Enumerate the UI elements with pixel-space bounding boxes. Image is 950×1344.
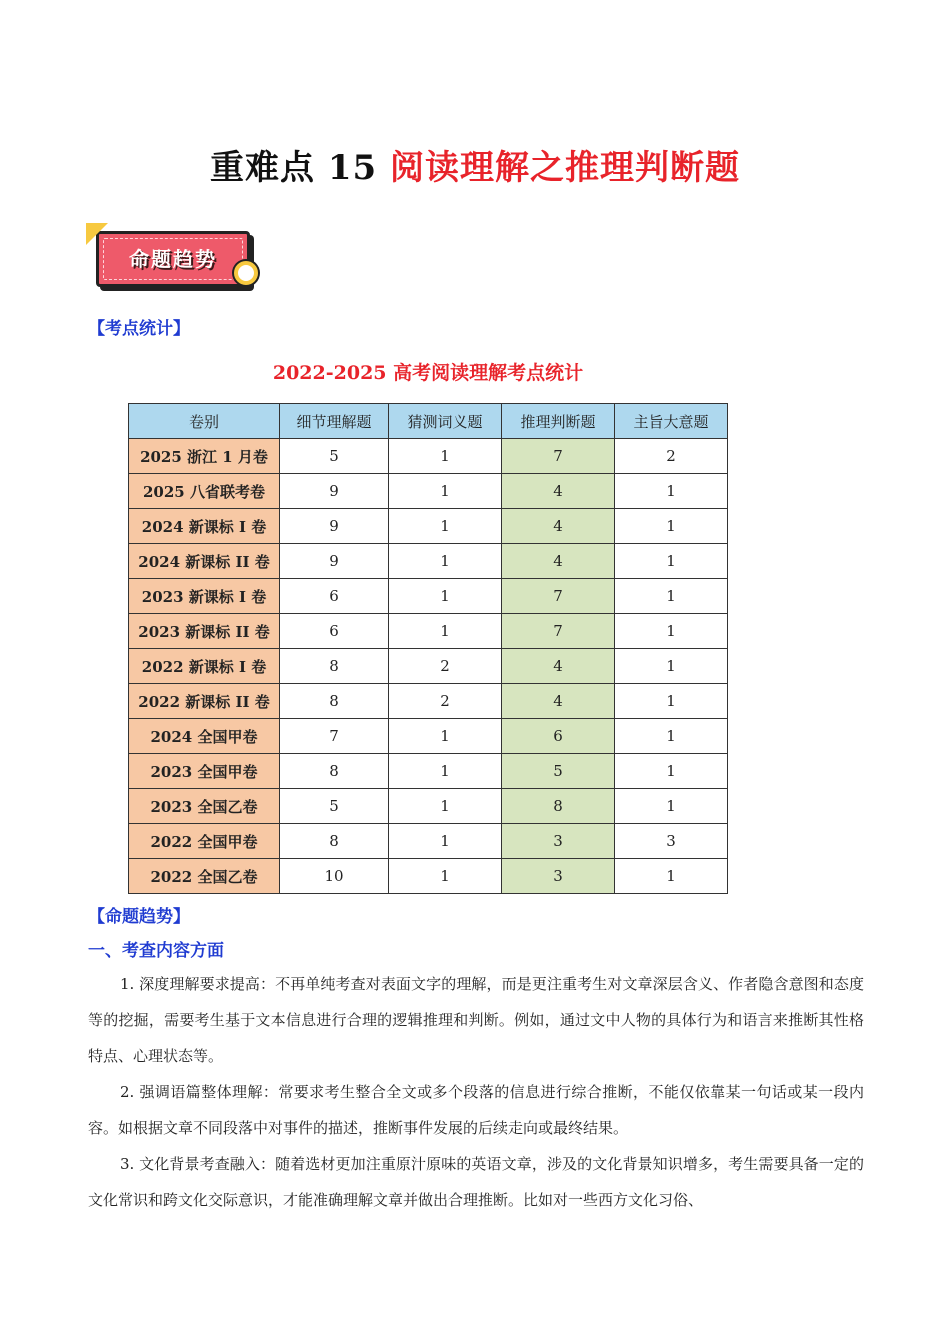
count-cell: 2 [389,684,502,719]
count-cell: 1 [615,719,728,754]
paragraph: 2. 强调语篇整体理解：常要求考生整合全文或多个段落的信息进行综合推断，不能仅依靠某一句话或某一段内容。如根据文章不同段落中对事件的描述，推断事件发展的后续走向或最终结果。 [88,1083,864,1137]
count-cell: 4 [502,544,615,579]
paper-cell: 2024 新课标 I 卷 [129,509,280,544]
count-cell: 7 [502,614,615,649]
count-cell: 2 [389,649,502,684]
stats-table [128,403,728,894]
paper-cell: 2022 新课标 II 卷 [129,684,280,719]
count-cell: 4 [502,509,615,544]
count-cell: 1 [389,859,502,894]
table-header-row [129,404,728,439]
paper-cell: 2023 全国乙卷 [129,789,280,824]
count-cell: 9 [280,509,389,544]
flag-icon [86,223,108,245]
header-cell: 猜测词义题 [389,404,502,439]
count-cell: 1 [615,474,728,509]
count-cell: 6 [280,614,389,649]
count-cell: 4 [502,684,615,719]
paper-cell: 2023 全国甲卷 [129,754,280,789]
count-cell: 1 [615,789,728,824]
count-cell: 7 [280,719,389,754]
count-cell: 1 [389,474,502,509]
count-cell: 2 [615,439,728,474]
count-cell: 1 [615,509,728,544]
paper-cell: 2025 浙江 1 月卷 [129,439,280,474]
table-row [129,789,728,824]
table-row [129,719,728,754]
header-cell: 细节理解题 [280,404,389,439]
count-cell: 8 [502,789,615,824]
paper-cell: 2022 全国乙卷 [129,859,280,894]
count-cell: 7 [502,579,615,614]
table-row [129,474,728,509]
table-row [129,754,728,789]
count-cell: 1 [615,544,728,579]
count-cell: 8 [280,649,389,684]
count-cell: 9 [280,474,389,509]
paper-cell: 2023 新课标 I 卷 [129,579,280,614]
count-cell: 4 [502,649,615,684]
count-cell: 1 [389,439,502,474]
paper-cell: 2022 全国甲卷 [129,824,280,859]
count-cell: 6 [502,719,615,754]
table-title: 2022-2025 高考阅读理解考点统计 [272,362,584,384]
page-title [0,140,950,189]
count-cell: 1 [615,684,728,719]
count-cell: 1 [389,544,502,579]
count-cell: 4 [502,474,615,509]
count-cell: 9 [280,544,389,579]
table-row [129,649,728,684]
count-cell: 3 [615,824,728,859]
paragraph: 3. 文化背景考查融入：随着选材更加注重原汁原味的英语文章，涉及的文化背景知识增多，考生需要具备一定的文化常识和跨文化交际意识，才能准确理解文章并做出合理推断。比如对一些西方文化习俗、 [88,1155,864,1209]
badge-box [96,231,250,287]
paper-cell: 2022 新课标 I 卷 [129,649,280,684]
count-cell: 1 [389,509,502,544]
paper-cell: 2025 八省联考卷 [129,474,280,509]
header-cell: 主旨大意题 [615,404,728,439]
count-cell: 8 [280,754,389,789]
count-cell: 7 [502,439,615,474]
count-cell: 3 [502,824,615,859]
section-badge [86,223,266,293]
section-label-trend: 【命题趋势】 [88,907,190,927]
table-row [129,859,728,894]
badge-label: 命题趋势 [129,247,217,271]
table-row [129,614,728,649]
count-cell: 6 [280,579,389,614]
paper-cell: 2024 新课标 II 卷 [129,544,280,579]
count-cell: 3 [502,859,615,894]
paper-cell: 2023 新课标 II 卷 [129,614,280,649]
count-cell: 10 [280,859,389,894]
table-row [129,439,728,474]
count-cell: 1 [389,824,502,859]
count-cell: 1 [615,649,728,684]
header-cell: 推理判断题 [502,404,615,439]
count-cell: 1 [615,859,728,894]
count-cell: 8 [280,684,389,719]
count-cell: 1 [389,789,502,824]
table-row [129,579,728,614]
count-cell: 5 [280,439,389,474]
count-cell: 1 [615,754,728,789]
count-cell: 5 [280,789,389,824]
paper-cell: 2024 全国甲卷 [129,719,280,754]
section-label-stats: 【考点统计】 [88,319,190,339]
count-cell: 1 [389,719,502,754]
paragraph: 1. 深度理解要求提高：不再单纯考查对表面文字的理解，而是更注重考生对文章深层含义、作者隐含意图和态度等的挖掘，需要考生基于文本信息进行合理的逻辑推理和判断。例如，通过文中人物的具体行为和语言来推断其性格特点、心理状态等。 [88,975,864,1065]
table-row [129,684,728,719]
heading-content-aspect: 一、考查内容方面 [88,941,224,961]
ring-icon [234,261,258,285]
table-row [129,509,728,544]
count-cell: 5 [502,754,615,789]
count-cell: 1 [389,579,502,614]
count-cell: 1 [615,614,728,649]
count-cell: 1 [615,579,728,614]
header-cell: 卷别 [129,404,280,439]
title-highlight: 阅读理解之推理判断题 [390,148,740,188]
count-cell: 1 [389,754,502,789]
count-cell: 8 [280,824,389,859]
count-cell: 1 [389,614,502,649]
title-prefix: 重难点 15 [210,148,378,188]
table-row [129,544,728,579]
table-row [129,824,728,859]
